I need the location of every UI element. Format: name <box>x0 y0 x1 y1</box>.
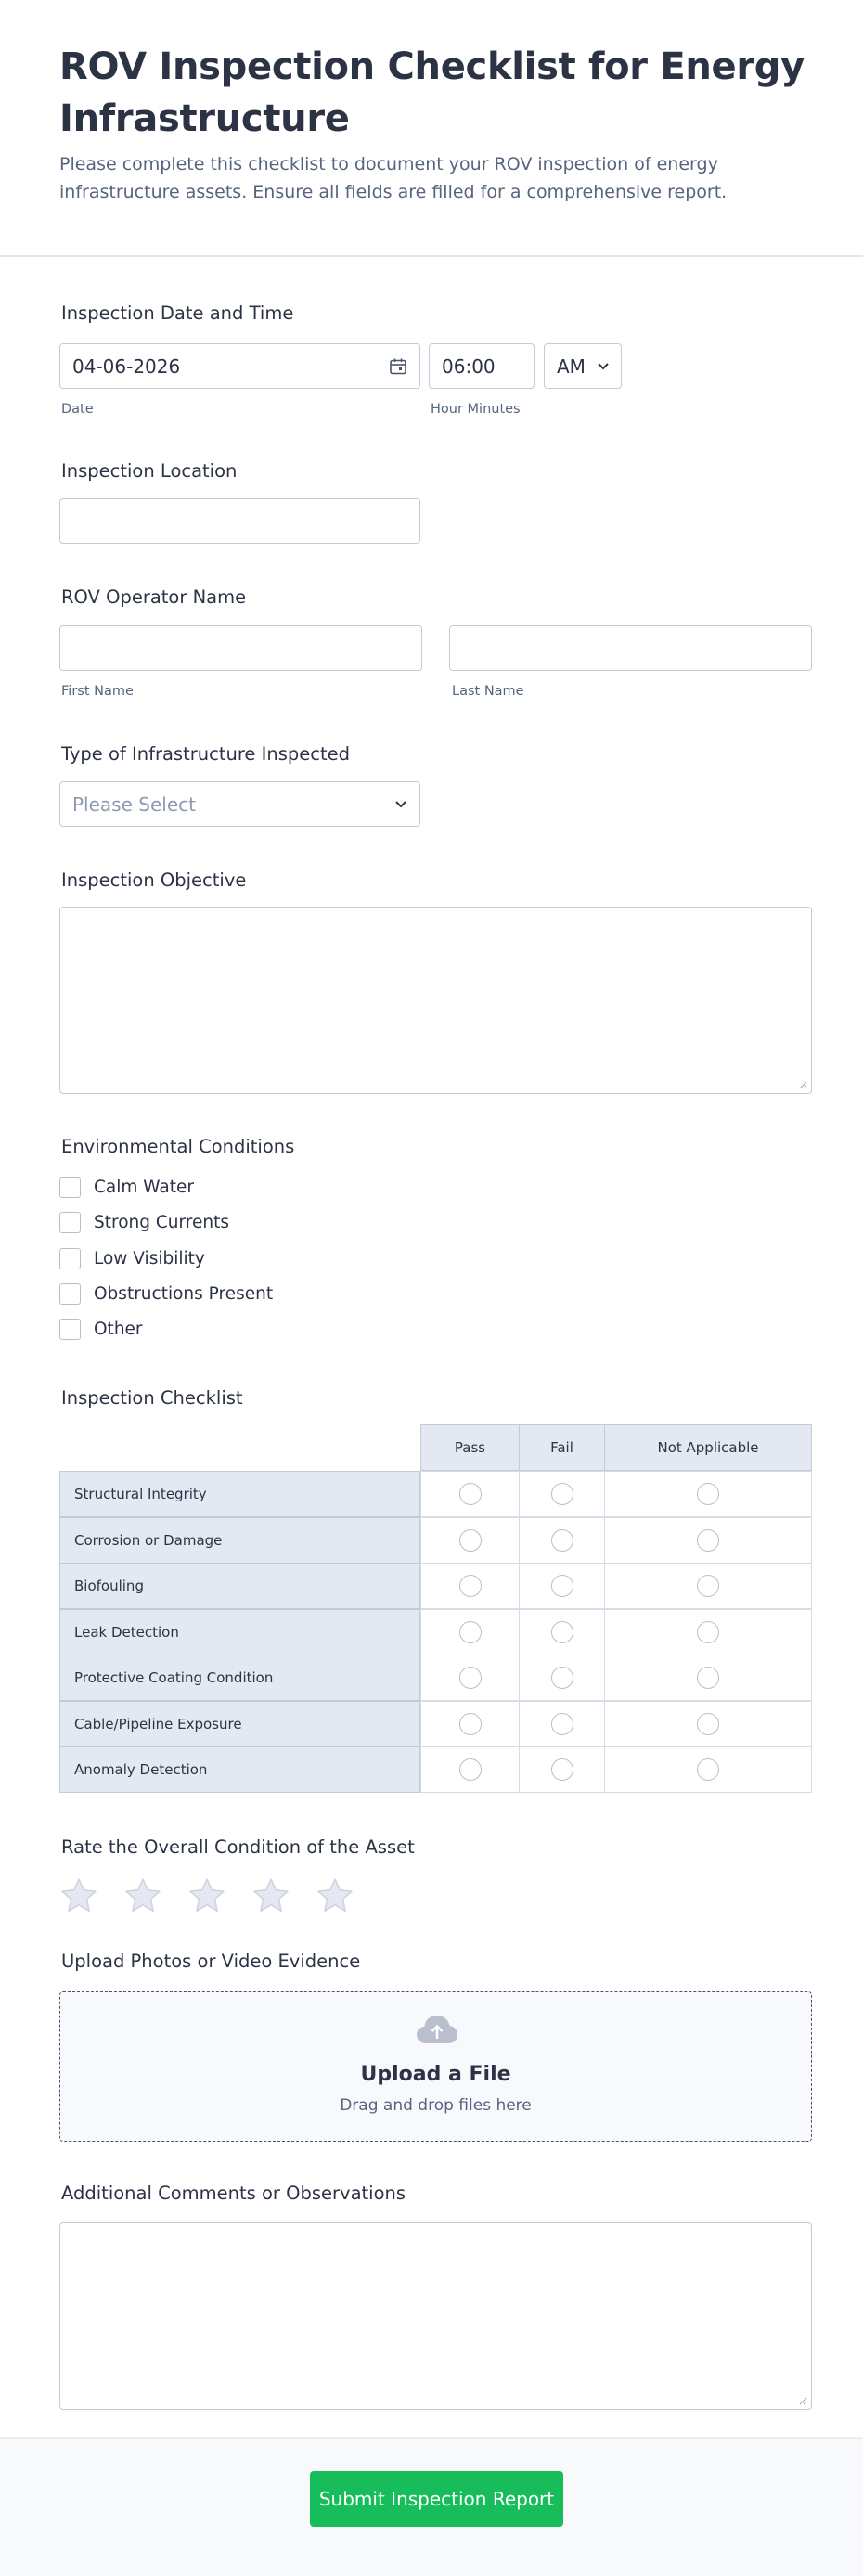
radio-fail[interactable] <box>551 1483 573 1505</box>
checkbox-box[interactable] <box>59 1319 81 1340</box>
checkbox-label: Strong Currents <box>94 1212 229 1232</box>
checklist-cell <box>519 1701 605 1747</box>
checkbox-box[interactable] <box>59 1248 81 1269</box>
checklist-cell <box>604 1471 812 1517</box>
checklist-cell <box>519 1471 605 1517</box>
checklist-cell <box>604 1655 812 1701</box>
form-header <box>59 41 811 206</box>
radio-pass[interactable] <box>459 1529 482 1552</box>
time-sublabel: Hour Minutes <box>431 402 521 417</box>
first-name-sublabel: First Name <box>61 684 134 699</box>
checklist-cell <box>519 1655 605 1701</box>
radio-pass[interactable] <box>459 1713 482 1735</box>
checkbox-obstructions-present[interactable] <box>59 1282 273 1306</box>
radio-fail[interactable] <box>551 1667 573 1689</box>
inspection-datetime-label: Inspection Date and Time <box>61 303 294 324</box>
date-value: 04-06-2026 <box>72 354 181 378</box>
checklist-cell <box>420 1609 520 1655</box>
checklist-cell <box>420 1655 520 1701</box>
inspection-location-label: Inspection Location <box>61 460 238 482</box>
infrastructure-type-label: Type of Infrastructure Inspected <box>61 743 351 765</box>
first-name-input[interactable] <box>59 625 422 671</box>
radio-pass[interactable] <box>459 1758 482 1781</box>
checklist-cell <box>604 1609 812 1655</box>
infrastructure-select[interactable] <box>59 781 420 827</box>
checkbox-label: Calm Water <box>94 1177 194 1197</box>
column-header-fail: Fail <box>519 1424 605 1471</box>
operator-name-label: ROV Operator Name <box>61 586 247 608</box>
checklist-cell <box>604 1517 812 1564</box>
radio-fail[interactable] <box>551 1621 573 1643</box>
submit-button[interactable]: Submit Inspection Report <box>310 2471 563 2527</box>
environmental-conditions-label: Environmental Conditions <box>61 1136 295 1157</box>
checklist-cell <box>604 1701 812 1747</box>
radio-pass[interactable] <box>459 1483 482 1505</box>
checklist-row-label: Protective Coating Condition <box>59 1655 420 1701</box>
radio-fail[interactable] <box>551 1758 573 1781</box>
radio-fail[interactable] <box>551 1529 573 1552</box>
upload-title: Upload a File <box>360 2063 511 2086</box>
star-icon[interactable] <box>123 1876 162 1915</box>
rating-label: Rate the Overall Condition of the Asset <box>61 1836 415 1858</box>
radio-pass[interactable] <box>459 1621 482 1643</box>
radio-fail[interactable] <box>551 1575 573 1597</box>
radio-not-applicable[interactable] <box>697 1621 719 1643</box>
checklist-cell <box>604 1563 812 1609</box>
checklist-cell <box>519 1517 605 1564</box>
checkbox-low-visibility[interactable] <box>59 1246 205 1270</box>
radio-not-applicable[interactable] <box>697 1529 719 1552</box>
date-sublabel: Date <box>61 402 94 417</box>
checklist-row-label: Leak Detection <box>59 1609 420 1655</box>
radio-not-applicable[interactable] <box>697 1483 719 1505</box>
checklist-cell <box>519 1609 605 1655</box>
ampm-select[interactable] <box>544 343 622 389</box>
location-input[interactable] <box>59 498 420 544</box>
radio-pass[interactable] <box>459 1575 482 1597</box>
checklist-cell <box>420 1471 520 1517</box>
radio-fail[interactable] <box>551 1713 573 1735</box>
column-header-not-applicable: Not Applicable <box>604 1424 812 1471</box>
checklist-row-label: Biofouling <box>59 1563 420 1609</box>
checklist-row-label: Anomaly Detection <box>59 1746 420 1793</box>
radio-not-applicable[interactable] <box>697 1713 719 1735</box>
star-icon[interactable] <box>251 1876 290 1915</box>
checklist-row-label: Cable/Pipeline Exposure <box>59 1701 420 1747</box>
comments-textarea[interactable] <box>59 2222 812 2410</box>
time-value: 06:00 <box>442 354 496 378</box>
checklist-cell <box>420 1517 520 1564</box>
page-subtitle: Please complete this checklist to document your ROV inspection of energy infrastructure assets. Ensure all fields are filled for a comprehensive report. <box>59 154 728 202</box>
chevron-down-icon <box>597 362 610 371</box>
checkbox-label: Obstructions Present <box>94 1283 274 1304</box>
checkbox-box[interactable] <box>59 1283 81 1305</box>
radio-not-applicable[interactable] <box>697 1758 719 1781</box>
star-icon[interactable] <box>59 1876 98 1915</box>
column-header-pass: Pass <box>420 1424 520 1471</box>
star-rating[interactable] <box>59 1876 380 1915</box>
cloud-upload-icon <box>416 2013 458 2046</box>
checklist-cell <box>519 1563 605 1609</box>
time-input[interactable] <box>429 343 535 389</box>
checklist-cell <box>519 1746 605 1793</box>
checkbox-calm-water[interactable] <box>59 1175 194 1199</box>
star-icon[interactable] <box>187 1876 226 1915</box>
inspection-checklist-label: Inspection Checklist <box>61 1387 243 1409</box>
comments-label: Additional Comments or Observations <box>61 2183 406 2204</box>
upload-subtitle: Drag and drop files here <box>340 2096 532 2115</box>
checklist-cell <box>420 1563 520 1609</box>
checkbox-label: Low Visibility <box>94 1248 205 1269</box>
checkbox-label: Other <box>94 1319 143 1339</box>
resize-handle-icon[interactable] <box>798 1080 807 1089</box>
ampm-value: AM <box>557 354 586 378</box>
resize-handle-icon[interactable] <box>798 2396 807 2405</box>
checkbox-strong-currents[interactable] <box>59 1210 229 1234</box>
date-input[interactable] <box>59 343 420 389</box>
file-upload-dropzone[interactable] <box>59 1991 812 2142</box>
infrastructure-placeholder: Please Select <box>72 792 196 816</box>
radio-pass[interactable] <box>459 1667 482 1689</box>
checklist-row-label: Corrosion or Damage <box>59 1517 420 1564</box>
last-name-input[interactable] <box>449 625 812 671</box>
radio-not-applicable[interactable] <box>697 1575 719 1597</box>
calendar-icon[interactable] <box>389 357 407 376</box>
checklist-cell <box>420 1701 520 1747</box>
last-name-sublabel: Last Name <box>452 684 524 699</box>
header-divider <box>0 255 863 257</box>
checklist-cell <box>604 1746 812 1793</box>
checkbox-box[interactable] <box>59 1212 81 1233</box>
radio-not-applicable[interactable] <box>697 1667 719 1689</box>
objective-textarea[interactable] <box>59 907 812 1094</box>
inspection-objective-label: Inspection Objective <box>61 869 247 891</box>
checkbox-box[interactable] <box>59 1177 81 1198</box>
checkbox-other[interactable] <box>59 1317 143 1341</box>
checklist-cell <box>420 1746 520 1793</box>
chevron-down-icon <box>394 800 407 809</box>
upload-label: Upload Photos or Video Evidence <box>61 1951 361 1972</box>
star-icon[interactable] <box>316 1876 354 1915</box>
checklist-row-label: Structural Integrity <box>59 1471 420 1517</box>
page-title: ROV Inspection Checklist for Energy Infrastructure <box>59 45 805 140</box>
